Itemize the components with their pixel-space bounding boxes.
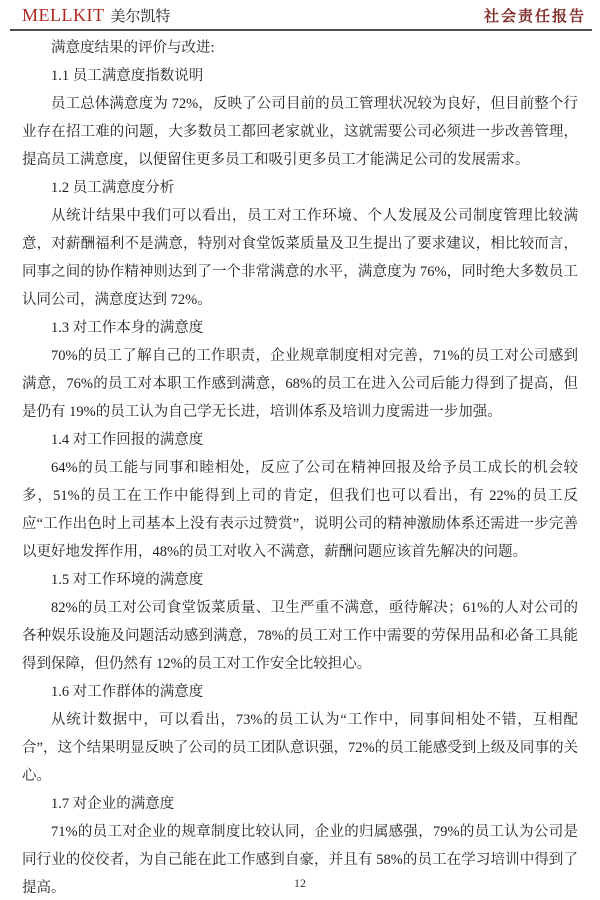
section-1-7-heading: 1.7 对企业的满意度	[51, 796, 175, 812]
brand-logo	[22, 5, 171, 26]
header-divider-line	[10, 29, 592, 31]
section-1-2-paragraph: 从统计结果中我们可以看出，员工对工作环境、个人发展及公司制度管理比较满意，对薪酬福利不是满意，特别对食堂饭菜质量及卫生提出了要求建议，相比较而言，同事之间的协作精神则达到了一个非常满意的水平，满意度为 76%，同时绝大多数员工认同公司，满意度达到 72%。	[22, 208, 578, 308]
section-1-4-heading: 1.4 对工作回报的满意度	[51, 432, 204, 448]
brand-name-english: MELLKIT	[22, 5, 105, 25]
document-title: 社会责任报告	[483, 9, 586, 25]
section-1-1-heading: 1.1 员工满意度指数说明	[51, 68, 204, 84]
page-footer	[0, 876, 600, 891]
section-1-1-paragraph: 员工总体满意度为 72%，反映了公司目前的员工管理状况较为良好，但目前整个行业存在招工难的问题，大多数员工都回老家就业，这就需要公司必须进一步改善管理，提高员工满意度，以便留住更多员工和吸引更多员工才能满足公司的发展需求。	[22, 96, 578, 168]
section-1-3-paragraph: 70%的员工了解自己的工作职责，企业规章制度相对完善，71%的员工对公司感到满意，76%的员工对本职工作感到满意，68%的员工在进入公司后能力得到了提高，但是仍有 19%的员工认为自己学无长进，培训体系及培训力度需进一步加强。	[22, 348, 578, 420]
section-1-2-heading: 1.2 员工满意度分析	[51, 180, 175, 196]
page-number: 12	[294, 876, 306, 890]
brand-name-chinese: 美尔凯特	[110, 9, 171, 25]
section-1-5-heading: 1.5 对工作环境的满意度	[51, 572, 204, 588]
section-1-7-paragraph: 71%的员工对企业的规章制度比较认同，企业的归属感强，79%的员工认为公司是同行业的佼佼者，为自己能在此工作感到自豪，并且有 58%的员工在学习培训中得到了提高。	[22, 824, 578, 896]
section-1-6-heading: 1.6 对工作群体的满意度	[51, 684, 204, 700]
section-1-5-paragraph: 82%的员工对公司食堂饭菜质量、卫生严重不满意，亟待解决；61%的人对公司的各种娱乐设施及问题活动感到满意，78%的员工对工作中需要的劳保用品和必备工具能得到保障，但仍然有 12%的员工对工作安全比较担心。	[22, 600, 578, 672]
section-1-4-paragraph: 64%的员工能与同事和睦相处，反应了公司在精神回报及给予员工成长的机会较多，51%的员工在工作中能得到上司的肯定，但我们也可以看出，有 22%的员工反应“工作出色时上司基本上没有表示过赞赏”，说明公司的精神激励体系还需进一步完善以更好地发挥作用，48%的员工对收入不满意，薪酬问题应该首先解决的问题。	[22, 460, 578, 560]
document-body	[22, 34, 578, 900]
intro-line: 满意度结果的评价与改进:	[51, 40, 215, 56]
page-header	[22, 5, 586, 26]
section-1-3-heading: 1.3 对工作本身的满意度	[51, 320, 204, 336]
section-1-6-paragraph: 从统计数据中，可以看出，73%的员工认为“工作中，同事间相处不错，互相配合”，这个结果明显反映了公司的员工团队意识强，72%的员工能感受到上级及同事的关心。	[22, 712, 578, 784]
